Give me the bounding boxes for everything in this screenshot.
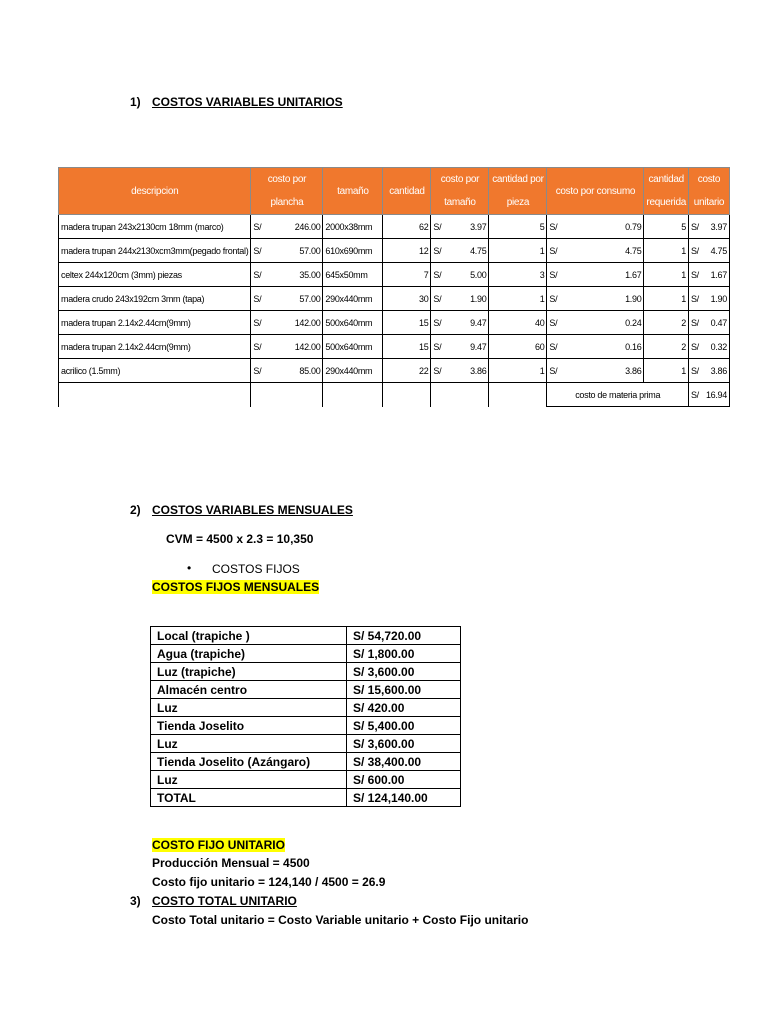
currency-symbol: S/ xyxy=(690,293,699,304)
fixed-cost-label: Luz xyxy=(151,735,347,753)
unit-cost-cell: 0.47 xyxy=(710,317,727,328)
currency-symbol: S/ xyxy=(549,365,558,376)
consumption-cost-cell: 0.79 xyxy=(625,221,642,232)
description-cell: madera trupan 2.14x2.44cm(9mm) xyxy=(61,317,191,328)
quantity-per-piece-cell: 40 xyxy=(535,317,545,328)
cost-per-size-cell: 4.75 xyxy=(470,245,487,256)
header-cell: descripcion xyxy=(59,168,251,215)
quantity-cell: 12 xyxy=(419,245,429,256)
quantity-per-piece-cell: 60 xyxy=(535,341,545,352)
unit-cost-cell: 3.97 xyxy=(710,221,727,232)
quantity-cell: 62 xyxy=(419,221,429,232)
size-cell: 290x440mm xyxy=(325,293,373,304)
fixed-cost-value: S/ 15,600.00 xyxy=(347,681,461,699)
monthly-fixed-costs-label: COSTOS FIJOS MENSUALES xyxy=(152,580,320,594)
header-cell: cantidad por pieza xyxy=(489,168,547,215)
raw-material-cost-label: costo de materia prima xyxy=(575,389,661,400)
required-quantity-cell: 1 xyxy=(681,365,686,376)
currency-symbol: S/ xyxy=(253,245,262,256)
fixed-cost-label: TOTAL xyxy=(151,789,347,807)
table-row xyxy=(59,359,730,383)
required-quantity-cell: 1 xyxy=(681,245,686,256)
unit-cost-cell: 1.90 xyxy=(710,293,727,304)
size-cell: 610x690mm xyxy=(325,245,373,256)
quantity-per-piece-cell: 1 xyxy=(539,365,545,376)
sheet-cost-cell: 142.00 xyxy=(294,341,321,352)
cost-per-size-cell: 3.97 xyxy=(470,221,487,232)
fixed-cost-value: S/ 420.00 xyxy=(347,699,461,717)
total-row xyxy=(59,383,730,407)
description-cell: madera trupan 243x2130cm 18mm (marco) xyxy=(61,221,224,232)
section3-title: COSTO TOTAL UNITARIO xyxy=(152,894,297,908)
fixed-cost-label: Luz xyxy=(151,771,347,789)
monthly-production: Producción Mensual = 4500 xyxy=(152,856,310,870)
unit-cost-cell: 4.75 xyxy=(710,245,727,256)
currency-symbol: S/ xyxy=(549,221,558,232)
table-row xyxy=(59,263,730,287)
table-row xyxy=(59,287,730,311)
table-row xyxy=(151,753,461,771)
header-cell: cantidad requerida xyxy=(644,168,689,215)
currency-symbol: S/ xyxy=(253,341,262,352)
size-cell: 290x440mm xyxy=(325,365,373,376)
currency-symbol: S/ xyxy=(549,245,558,256)
raw-material-cost-value: 16.94 xyxy=(705,389,727,400)
sheet-cost-cell: 35.00 xyxy=(299,269,321,280)
currency-symbol: S/ xyxy=(433,293,442,304)
fixed-cost-value: S/ 1,800.00 xyxy=(347,645,461,663)
fixed-cost-label: Tienda Joselito (Azángaro) xyxy=(151,753,347,771)
quantity-cell: 15 xyxy=(419,341,429,352)
fixed-cost-value: S/ 124,140.00 xyxy=(347,789,461,807)
table-row xyxy=(59,311,730,335)
fixed-cost-label: Local (trapiche ) xyxy=(151,627,347,645)
fixed-cost-value: S/ 600.00 xyxy=(347,771,461,789)
required-quantity-cell: 1 xyxy=(681,269,686,280)
required-quantity-cell: 2 xyxy=(681,317,686,328)
description-cell: madera crudo 243x192cm 3mm (tapa) xyxy=(61,293,205,304)
quantity-cell: 15 xyxy=(419,317,429,328)
table-row xyxy=(151,645,461,663)
required-quantity-cell: 1 xyxy=(681,293,686,304)
consumption-cost-cell: 3.86 xyxy=(625,365,642,376)
table-row xyxy=(151,717,461,735)
currency-symbol: S/ xyxy=(549,269,558,280)
quantity-per-piece-cell: 5 xyxy=(539,221,545,232)
currency-symbol: S/ xyxy=(690,269,699,280)
fixed-cost-label: Almacén centro xyxy=(151,681,347,699)
currency-symbol: S/ xyxy=(433,269,442,280)
quantity-cell: 22 xyxy=(419,365,429,376)
sheet-cost-cell: 246.00 xyxy=(294,221,321,232)
fixed-cost-label: Tienda Joselito xyxy=(151,717,347,735)
total-row xyxy=(151,789,461,807)
quantity-cell: 30 xyxy=(419,293,429,304)
cost-per-size-cell: 1.90 xyxy=(470,293,487,304)
currency-symbol: S/ xyxy=(253,293,262,304)
size-cell: 500x640mm xyxy=(325,317,373,328)
size-cell: 500x640mm xyxy=(325,341,373,352)
header-cell: tamaño xyxy=(323,168,383,215)
table-row xyxy=(151,627,461,645)
quantity-per-piece-cell: 1 xyxy=(539,293,545,304)
table-row xyxy=(151,681,461,699)
consumption-cost-cell: 0.16 xyxy=(625,341,642,352)
fixed-costs-table xyxy=(150,626,461,807)
description-cell: acrilico (1.5mm) xyxy=(61,365,121,376)
currency-symbol: S/ xyxy=(433,245,442,256)
sheet-cost-cell: 57.00 xyxy=(299,293,321,304)
description-cell: celtex 244x120cm (3mm) piezas xyxy=(61,269,182,280)
table-row xyxy=(59,215,730,239)
currency-symbol: S/ xyxy=(549,341,558,352)
header-cell: costo por tamaño xyxy=(431,168,489,215)
section2-title: COSTOS VARIABLES MENSUALES xyxy=(152,503,353,517)
currency-symbol: S/ xyxy=(253,365,262,376)
fixed-cost-value: S/ 54,720.00 xyxy=(347,627,461,645)
currency-symbol: S/ xyxy=(549,317,558,328)
variable-costs-table xyxy=(58,167,730,407)
header-cell: costo por consumo xyxy=(547,168,644,215)
bullet-icon: • xyxy=(187,561,192,575)
fixed-cost-label: Luz xyxy=(151,699,347,717)
unit-cost-cell: 3.86 xyxy=(710,365,727,376)
table-row xyxy=(151,699,461,717)
consumption-cost-cell: 1.90 xyxy=(625,293,642,304)
currency-symbol: S/ xyxy=(433,317,442,328)
cost-per-size-cell: 5.00 xyxy=(470,269,487,280)
currency-symbol: S/ xyxy=(690,245,699,256)
fixed-cost-label: Agua (trapiche) xyxy=(151,645,347,663)
header-cell: costo unitario xyxy=(688,168,729,215)
fixed-cost-value: S/ 38,400.00 xyxy=(347,753,461,771)
currency-symbol: S/ xyxy=(690,341,699,352)
consumption-cost-cell: 1.67 xyxy=(625,269,642,280)
table-row xyxy=(151,771,461,789)
table-header-row xyxy=(59,168,730,215)
total-unit-cost-formula: Costo Total unitario = Costo Variable unitario + Costo Fijo unitario xyxy=(152,913,529,927)
table-row xyxy=(59,335,730,359)
section1-number: 1) xyxy=(130,95,141,109)
table-row xyxy=(151,663,461,681)
fixed-cost-value: S/ 5,400.00 xyxy=(347,717,461,735)
currency-symbol: S/ xyxy=(253,317,262,328)
sheet-cost-cell: 57.00 xyxy=(299,245,321,256)
currency-symbol: S/ xyxy=(549,293,558,304)
sheet-cost-cell: 85.00 xyxy=(299,365,321,376)
table-row xyxy=(59,239,730,263)
fixed-cost-value: S/ 3,600.00 xyxy=(347,735,461,753)
unit-cost-cell: 1.67 xyxy=(710,269,727,280)
required-quantity-cell: 5 xyxy=(681,221,686,232)
unit-fixed-cost-formula: Costo fijo unitario = 124,140 / 4500 = 26.9 xyxy=(152,875,386,889)
section1-title: COSTOS VARIABLES UNITARIOS xyxy=(152,95,343,109)
currency-symbol: S/ xyxy=(433,341,442,352)
cost-per-size-cell: 9.47 xyxy=(470,341,487,352)
currency-symbol: S/ xyxy=(253,269,262,280)
currency-symbol: S/ xyxy=(690,317,699,328)
description-cell: madera trupan 2.14x2.44cm(9mm) xyxy=(61,341,191,352)
section2-number: 2) xyxy=(130,503,141,517)
fixed-cost-value: S/ 3,600.00 xyxy=(347,663,461,681)
sheet-cost-cell: 142.00 xyxy=(294,317,321,328)
consumption-cost-cell: 0.24 xyxy=(625,317,642,328)
section3-number: 3) xyxy=(130,894,141,908)
table-row xyxy=(151,735,461,753)
size-cell: 2000x38mm xyxy=(325,221,373,232)
fixed-cost-label: Luz (trapiche) xyxy=(151,663,347,681)
header-cell: cantidad xyxy=(383,168,431,215)
unit-fixed-cost-title: COSTO FIJO UNITARIO xyxy=(152,838,285,852)
cost-per-size-cell: 9.47 xyxy=(470,317,487,328)
cvm-formula: CVM = 4500 x 2.3 = 10,350 xyxy=(166,532,314,546)
currency-symbol: S/ xyxy=(690,365,699,376)
description-cell: madera trupan 244x2130xcm3mm(pegado frontal) xyxy=(61,245,249,256)
header-cell: costo por plancha xyxy=(251,168,323,215)
currency-symbol: S/ xyxy=(690,221,699,232)
cost-per-size-cell: 3.86 xyxy=(470,365,487,376)
currency-symbol: S/ xyxy=(433,221,442,232)
currency-symbol: S/ xyxy=(690,389,699,400)
quantity-cell: 7 xyxy=(423,269,429,280)
currency-symbol: S/ xyxy=(253,221,262,232)
fixed-costs-label: COSTOS FIJOS xyxy=(212,562,300,576)
quantity-per-piece-cell: 1 xyxy=(539,245,545,256)
unit-cost-cell: 0.32 xyxy=(710,341,727,352)
required-quantity-cell: 2 xyxy=(681,341,686,352)
size-cell: 645x50mm xyxy=(325,269,368,280)
consumption-cost-cell: 4.75 xyxy=(625,245,642,256)
currency-symbol: S/ xyxy=(433,365,442,376)
quantity-per-piece-cell: 3 xyxy=(539,269,545,280)
